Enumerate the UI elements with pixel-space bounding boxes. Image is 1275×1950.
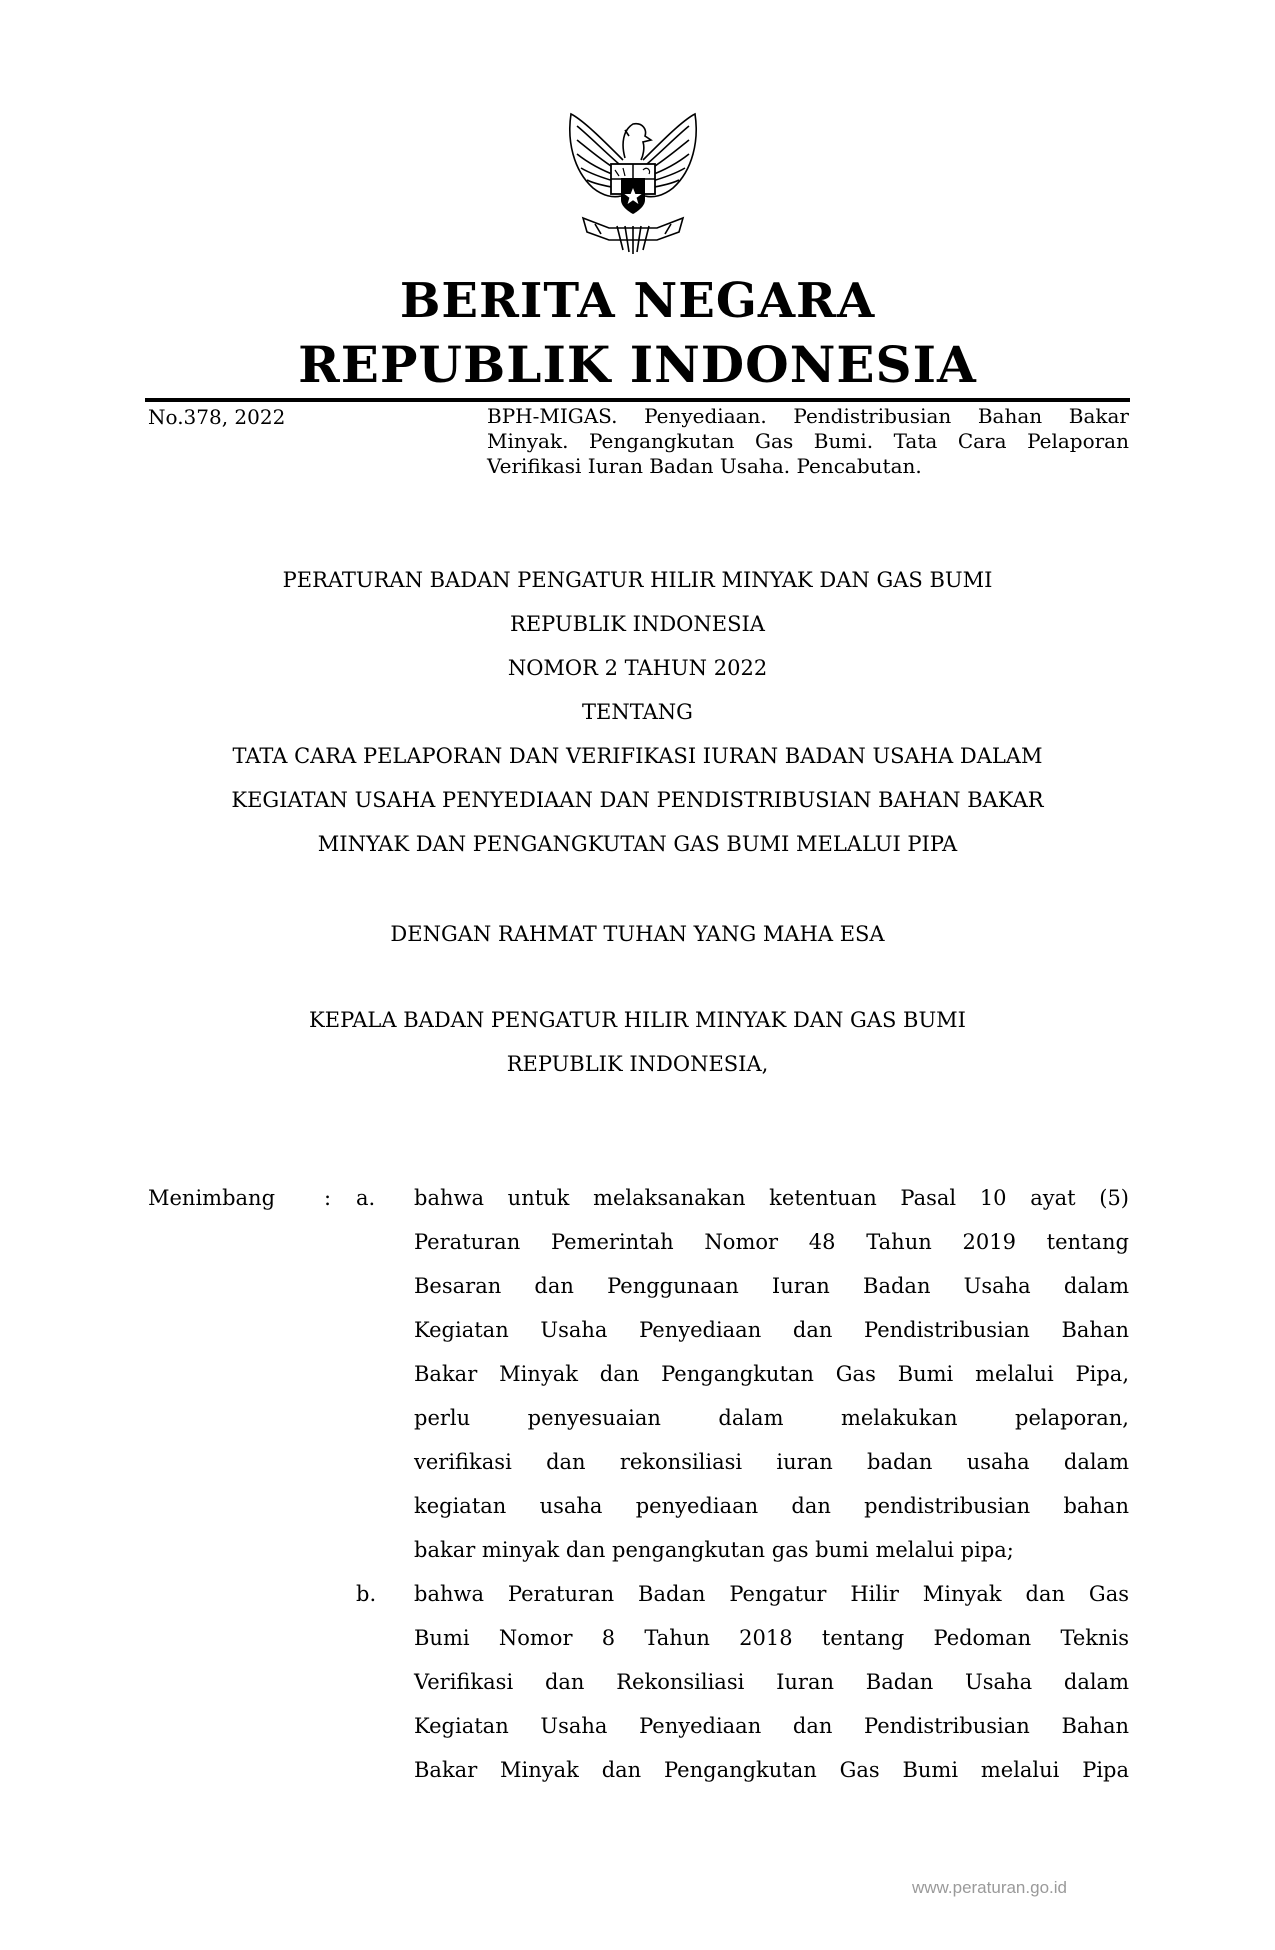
title-line: KEGIATAN USAHA PENYEDIAAN DAN PENDISTRIBUSIAN BAHAN BAKAR	[231, 788, 1044, 812]
title-line: TATA CARA PELAPORAN DAN VERIFIKASI IURAN BADAN USAHA DALAM	[232, 744, 1043, 768]
title-line: REPUBLIK INDONESIA	[510, 612, 765, 636]
footer-url: www.peraturan.go.id	[912, 1878, 1067, 1897]
text-line: bakar minyak dan pengangkutan gas bumi melalui pipa;	[414, 1538, 1014, 1562]
title-line: TENTANG	[582, 700, 693, 724]
text-line: Kegiatan Usaha Penyediaan dan Pendistribusian Bahan	[414, 1714, 1129, 1738]
text-line: Kegiatan Usaha Penyediaan dan Pendistribusian Bahan	[414, 1318, 1129, 1342]
item-letter: b.	[356, 1582, 377, 1606]
invocation: DENGAN RAHMAT TUHAN YANG MAHA ESA	[390, 922, 885, 946]
text-line: Verifikasi dan Rekonsiliasi Iuran Badan Usaha dalam	[414, 1670, 1129, 1694]
text-line: bahwa untuk melaksanakan ketentuan Pasal 10 ayat (5)	[414, 1186, 1129, 1210]
considerations-colon: :	[324, 1186, 332, 1210]
text-line: perlu penyesuaian dalam melakukan pelaporan,	[414, 1406, 1129, 1430]
issuer-line: KEPALA BADAN PENGATUR HILIR MINYAK DAN GAS BUMI	[309, 1008, 966, 1032]
text-line: bahwa Peraturan Badan Pengatur Hilir Minyak dan Gas	[414, 1582, 1129, 1606]
text-line: Bumi Nomor 8 Tahun 2018 tentang Pedoman Teknis	[414, 1626, 1129, 1650]
item-text	[414, 1176, 1129, 1572]
item-letter: a.	[356, 1186, 376, 1210]
title-line: PERATURAN BADAN PENGATUR HILIR MINYAK DAN GAS BUMI	[282, 568, 993, 592]
issuer-line: REPUBLIK INDONESIA,	[506, 1052, 769, 1076]
text-line: Bakar Minyak dan Pengangkutan Gas Bumi melalui Pipa	[414, 1758, 1129, 1782]
title-line: NOMOR 2 TAHUN 2022	[507, 656, 768, 680]
considerations-label: Menimbang	[148, 1186, 276, 1210]
item-text	[414, 1572, 1129, 1792]
text-line: kegiatan usaha penyediaan dan pendistribusian bahan	[414, 1494, 1129, 1518]
gazette-subject: BPH-MIGAS. Penyediaan. Pendistribusian Bahan Bakar Minyak. Pengangkutan Gas Bumi. Tata Cara Pelaporan Verifikasi Iuran Badan Usaha. Pencabutan.	[487, 404, 1129, 478]
masthead-divider	[145, 398, 1130, 402]
regulation-title	[145, 558, 1130, 866]
title-line: MINYAK DAN PENGANGKUTAN GAS BUMI MELALUI PIPA	[317, 832, 958, 856]
text-line: Besaran dan Penggunaan Iuran Badan Usaha dalam	[414, 1274, 1129, 1298]
issuer	[145, 998, 1130, 1086]
text-line: Peraturan Pemerintah Nomor 48 Tahun 2019 tentang	[414, 1230, 1129, 1254]
text-line: Bakar Minyak dan Pengangkutan Gas Bumi melalui Pipa,	[414, 1362, 1129, 1386]
masthead-title: BERITA NEGARA	[399, 273, 876, 329]
garuda-pancasila-emblem-icon	[553, 100, 713, 260]
gazette-number: No.378, 2022	[148, 405, 286, 429]
masthead-subtitle: REPUBLIK INDONESIA	[298, 335, 977, 394]
text-line: verifikasi dan rekonsiliasi iuran badan usaha dalam	[414, 1450, 1129, 1474]
